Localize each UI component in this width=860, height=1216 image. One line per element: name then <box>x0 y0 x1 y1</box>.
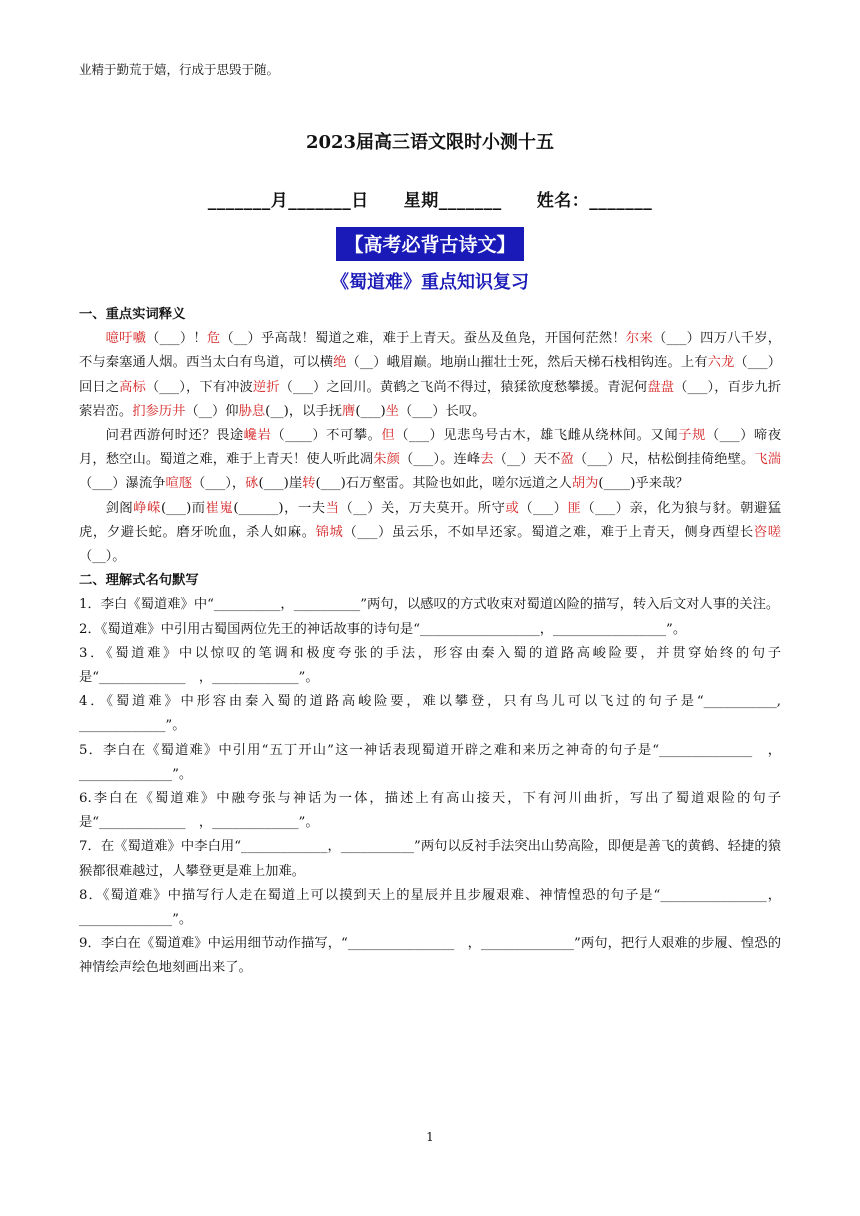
passage-text: （___）回日之 <box>79 355 782 395</box>
passage-text: （___）之回川。黄鹤之飞尚不得过，猿猱欲度愁攀援。青泥何 <box>279 379 648 395</box>
keyword: 胁息 <box>238 403 266 419</box>
passage-text: （___）四万八千岁，不与秦塞通人烟。西当太白有鸟道，可以横 <box>79 331 782 371</box>
keyword: 飞湍 <box>754 452 782 468</box>
section-heading-2: 二、理解式名句默写 <box>79 573 199 589</box>
section-banner: 【高考必背古诗文】 <box>336 227 523 261</box>
passage-text: （___）尺，枯松倒挂倚绝壁。 <box>573 452 755 468</box>
keyword: 六龙 <box>707 355 735 371</box>
keyword: 但 <box>381 428 396 444</box>
keyword: 胡为 <box>571 476 599 492</box>
keyword: 朱颜 <box>373 452 400 468</box>
motto: 业精于勤荒于嬉，行成于思毁于随。 <box>79 62 280 77</box>
passage-text: （__）乎高哉！蜀道之难，难于上青天。蚕丛及鱼凫，开国何茫然！ <box>220 331 626 347</box>
keyword: 盘盘 <box>647 379 675 395</box>
banner-wrap <box>0 227 860 261</box>
keyword: 噫吁嚱 <box>105 331 147 347</box>
passage-text: （__）仰 <box>185 403 239 419</box>
keyword: 匪 <box>567 500 582 516</box>
passage-text: （__）。 <box>79 549 126 565</box>
keyword: 盈 <box>560 452 574 468</box>
passage-text: (___)而 <box>160 500 206 516</box>
keyword: 膺 <box>342 403 356 419</box>
keyword: 坐 <box>385 403 399 419</box>
keyword: 砯 <box>245 476 259 492</box>
question-item: 1．李白《蜀道难》中“__________，__________”两句，以感叹的方式收束对蜀道凶险的描写，转入后文对人事的关注。 <box>79 597 780 613</box>
date-name-line: _______月_______日 星期_______ 姓名：_______ <box>207 191 653 211</box>
passage-text: (____)乎来哉？ <box>598 476 689 492</box>
passage-text: （___）虽云乐，不如早还家。蜀道之难，难于上青天，侧身西望长 <box>343 524 754 540</box>
keyword: 扪参历井 <box>132 403 186 419</box>
passage-text: (___)石万壑雷。其险也如此，嗟尔远道之人 <box>315 476 572 492</box>
keyword: 崔嵬 <box>205 500 234 516</box>
keyword: 危 <box>206 331 221 347</box>
passage-text: （___）啼夜月，愁空山。蜀道之难，难于上青天！使人听此凋 <box>79 428 782 468</box>
passage-text: （___）见悲鸟号古木，雄飞雌从绕林间。又闻 <box>395 428 679 444</box>
keyword: 巉岩 <box>243 428 272 444</box>
passage-paragraph <box>79 327 781 424</box>
subtitle: 《蜀道难》重点知识复习 <box>331 272 529 293</box>
passage-text: （___）！ <box>146 331 207 347</box>
passage-paragraph <box>79 497 781 570</box>
question-item: 7．在《蜀道难》中李白用“_____________，___________”两句以反衬手法突出山势高险，即便是善飞的黄鹤、轻捷的猿猴都很难越过，人攀登更是难上加难。 <box>79 839 781 879</box>
question-item: 8．《蜀道难》中描写行人走在蜀道上可以摸到天上的星辰并且步履艰难、神情惶恐的句子是“________________，______________”。 <box>79 887 781 928</box>
page-title: 2023届高三语文限时小测十五 <box>305 132 555 153</box>
keyword: 咨嗟 <box>753 524 782 540</box>
keyword: 峥嵘 <box>133 500 161 516</box>
passage-text: （___）亲，化为狼与豺。朝避猛虎，夕避长蛇。磨牙吮血，杀人如麻。 <box>79 500 782 540</box>
question-item: 4．《蜀道难》中形容由秦入蜀的道路高峻险要，难以攀登，只有鸟儿可以飞过的句子是“___________, _____________”。 <box>79 694 808 734</box>
passage-text: （___），百步九折萦岩峦。 <box>79 379 782 419</box>
keyword: 绝 <box>333 355 347 371</box>
question-item: 5．李白在《蜀道难》中引用“五丁开山”这一神话表现蜀道开辟之难和来历之神奇的句子是“______________ ，______________”。 <box>79 742 781 782</box>
keyword: 去 <box>480 452 494 468</box>
question-list <box>79 593 808 980</box>
passage-text: （____）不可攀。 <box>271 428 382 444</box>
keyword: 高标 <box>119 379 146 395</box>
keyword: 转 <box>302 476 316 492</box>
keyword: 子规 <box>678 428 706 444</box>
keyword: 或 <box>505 500 520 516</box>
passage-text: （__）关，万夫莫开。所守 <box>339 500 506 516</box>
passage-text: （__）天不 <box>493 452 561 468</box>
passage-text: （__）峨眉巅。地崩山摧壮士死，然后天梯石栈相钩连。上有 <box>346 355 708 371</box>
passage-text: （___）瀑流争 <box>79 476 166 492</box>
content <box>79 303 808 981</box>
question-item: 9．李白在《蜀道难》中运用细节动作描写，“________________ ，______________”两句，把行人艰难的步履、惶恐的神情绘声绘色地刻画出来了。 <box>79 936 781 976</box>
passage-text: (___)崖 <box>258 476 303 492</box>
passage-text: (__)，以手抚 <box>265 403 343 419</box>
keyword: 尔来 <box>625 331 653 347</box>
section-heading-1: 一、重点实词释义 <box>79 307 186 322</box>
question-item: 2．《蜀道难》中引用古蜀国两位先王的神话故事的诗句是“__________________，_________________”。 <box>79 621 687 637</box>
keyword: 当 <box>325 500 340 516</box>
passage-text: （___）。连峰 <box>399 452 481 468</box>
keyword: 锦城 <box>315 524 344 540</box>
passage-text: （___）长叹。 <box>398 403 486 419</box>
question-item: 6.李白在《蜀道难》中融夸张与神话为一体，描述上有高山接天，下有河川曲折，写出了蜀道艰险的句子是“_____________ ，_____________”。 <box>79 791 781 831</box>
passage-text: (______)，一夫 <box>233 500 326 516</box>
question-item: 3．《蜀道难》中以惊叹的笔调和极度夸张的手法，形容由秦入蜀的道路高峻险要，并贯穿始终的句子是“_____________ ，_____________”。 <box>79 645 781 686</box>
page-number: 1 <box>426 1130 434 1144</box>
passage-text: (___) <box>355 403 386 419</box>
keyword: 喧豗 <box>165 476 193 492</box>
passage-text: 问君西游何时还？畏途 <box>105 428 244 444</box>
passage-text: 剑阁 <box>105 500 134 516</box>
passage-text: （___），下有冲波 <box>145 379 253 395</box>
keyword: 逆折 <box>252 379 280 395</box>
passage-text: （___） <box>519 500 568 516</box>
passage-text: （___）， <box>192 476 246 492</box>
passage-paragraph <box>79 424 781 497</box>
passage <box>79 327 781 569</box>
